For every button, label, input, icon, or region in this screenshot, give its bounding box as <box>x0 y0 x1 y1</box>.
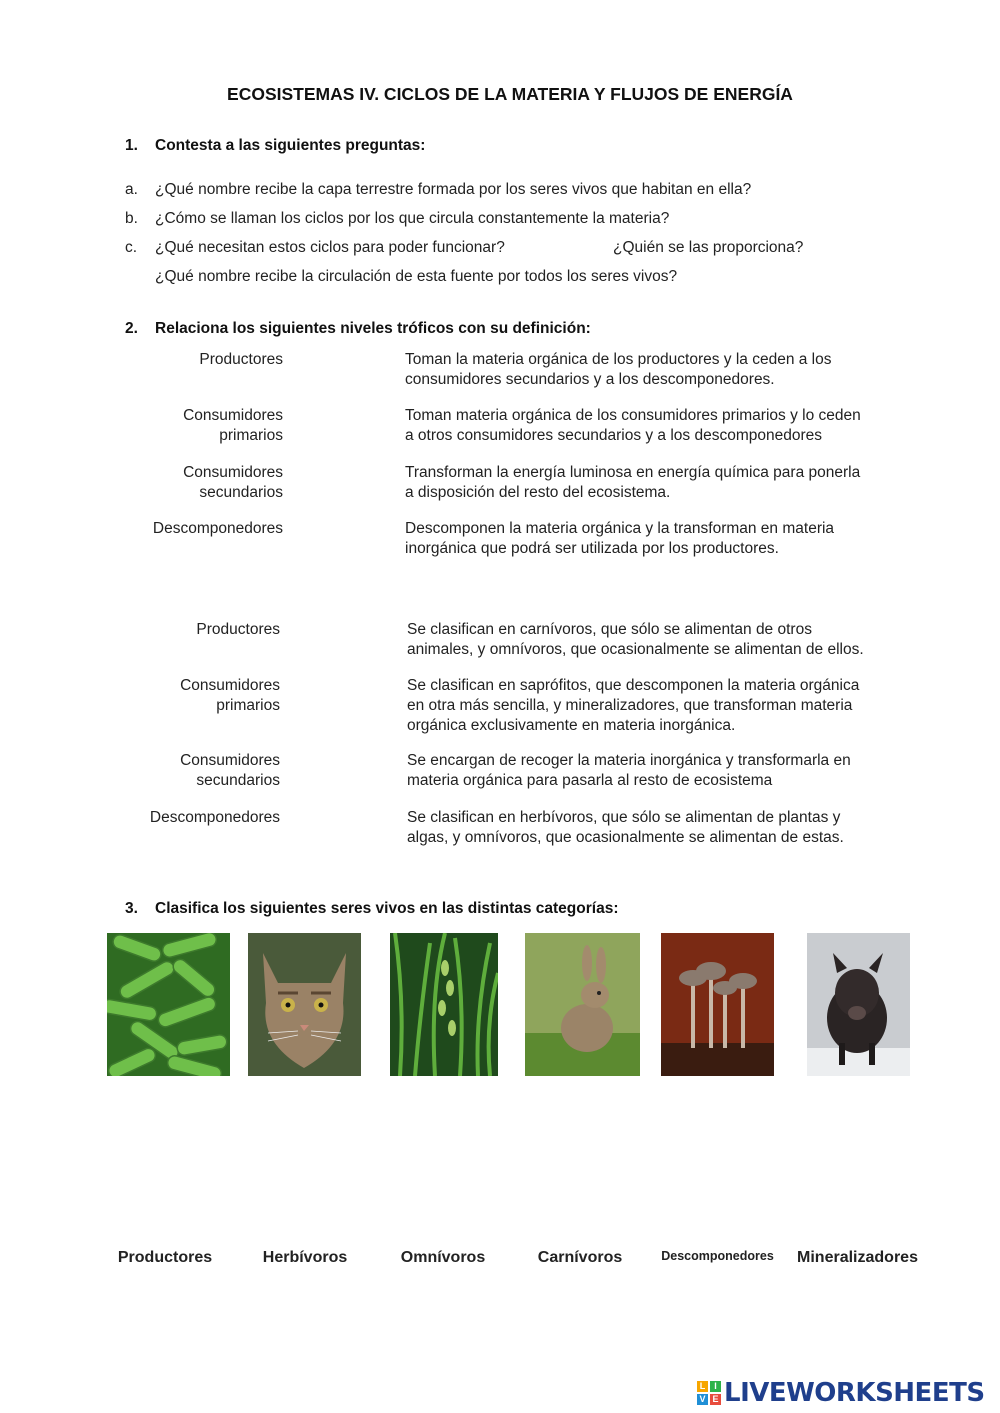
bacteria-image[interactable] <box>107 933 230 1076</box>
term-productores-1[interactable]: Productores <box>199 351 283 368</box>
question-text: ¿Qué necesitan estos ciclos para poder funcionar? <box>155 239 505 256</box>
logo-letter: E <box>710 1394 721 1405</box>
section-3-heading <box>125 900 618 918</box>
question-text: ¿Cómo se llaman los ciclos por los que circula constantemente la materia? <box>155 210 670 227</box>
category-herbivoros[interactable]: Herbívoros <box>262 1249 348 1266</box>
term-descomponedores-2[interactable]: Descomponedores <box>149 809 280 826</box>
section-1-title: Contesta a las siguientes preguntas: <box>155 137 426 154</box>
category-descomponedores[interactable]: Descomponedores <box>661 1249 774 1263</box>
question-b <box>125 210 669 228</box>
section-1-number: 1. <box>125 137 138 154</box>
logo-letter: V <box>697 1394 708 1405</box>
term-descomponedores-1[interactable]: Descomponedores <box>152 520 283 537</box>
question-c-followup: ¿Qué nombre recibe la circulación de esta fuente por todos los seres vivos? <box>155 268 678 285</box>
definition-1-d[interactable]: Descomponen la materia orgánica y la transforman en materia inorgánica que podrá ser utilizada por los productores. <box>405 520 835 557</box>
definition-1-c[interactable]: Transforman la energía luminosa en energía química para ponerla a disposición del resto del ecosistema. <box>405 464 861 501</box>
term-consumidores-primarios-2[interactable]: Consumidores primarios <box>180 677 280 714</box>
question-a <box>125 181 751 199</box>
section-1-heading <box>125 137 425 155</box>
boar-image[interactable] <box>807 933 910 1076</box>
question-letter: a. <box>125 181 138 198</box>
term-productores-2[interactable]: Productores <box>196 621 280 638</box>
definition-2-b[interactable]: Se clasifican en saprófitos, que descomponen la materia orgánica en otra más sencilla, y mineralizadores, que transforman materia orgánica exclusivamente en materia inorgánica. <box>407 677 860 734</box>
section-3-title: Clasifica los siguientes seres vivos en las distintas categorías: <box>155 900 619 917</box>
section-2-heading <box>125 320 591 338</box>
term-consumidores-secundarios-2[interactable]: Consumidores secundarios <box>180 752 280 789</box>
logo-text: LIVEWORKSHEETS <box>724 1378 985 1408</box>
category-mineralizadores[interactable]: Mineralizadores <box>797 1249 918 1266</box>
term-consumidores-secundarios-1[interactable]: Consumidores secundarios <box>183 464 283 501</box>
term-consumidores-primarios-1[interactable]: Consumidores primarios <box>183 407 283 444</box>
wildcat-image[interactable] <box>248 933 361 1076</box>
logo-grid-icon <box>697 1381 721 1405</box>
rabbit-image[interactable] <box>525 933 640 1076</box>
logo-letter: I <box>710 1381 721 1392</box>
question-text: ¿Qué nombre recibe la capa terrestre formada por los seres vivos que habitan en ella? <box>155 181 752 198</box>
definition-2-d[interactable]: Se clasifican en herbívoros, que sólo se alimentan de plantas y algas, y omnívoros, que ocasionalmente se alimentan de estas. <box>407 809 844 846</box>
page-title: ECOSISTEMAS IV. CICLOS DE LA MATERIA Y FLUJOS DE ENERGÍA <box>227 84 793 104</box>
grass-image[interactable] <box>390 933 498 1076</box>
section-3-number: 3. <box>125 900 138 917</box>
definition-2-a[interactable]: Se clasifican en carnívoros, que sólo se alimentan de otros animales, y omnívoros, que ocasionalmente se alimentan de ellos. <box>407 621 864 658</box>
category-productores[interactable]: Productores <box>117 1249 213 1266</box>
logo-letter: L <box>697 1381 708 1392</box>
definition-1-a[interactable]: Toman la materia orgánica de los productores y la ceden a los consumidores secundarios y a los descomponedores. <box>405 351 832 388</box>
question-letter: c. <box>125 239 138 256</box>
definition-2-c[interactable]: Se encargan de recoger la materia inorgánica y transformarla en materia orgánica para pasarla al resto de ecosistema <box>407 752 851 789</box>
mushrooms-image[interactable] <box>661 933 774 1076</box>
liveworksheets-logo[interactable] <box>697 1379 985 1407</box>
section-2-number: 2. <box>125 320 138 337</box>
category-omnivoros[interactable]: Omnívoros <box>400 1249 486 1266</box>
definition-1-b[interactable]: Toman materia orgánica de los consumidores primarios y lo ceden a otros consumidores secundarios y a los descomponedores <box>405 407 861 444</box>
category-carnivoros[interactable]: Carnívoros <box>537 1249 623 1266</box>
question-c-extra: ¿Quién se las proporciona? <box>613 239 804 256</box>
section-2-title: Relaciona los siguientes niveles tróficos con su definición: <box>155 320 591 337</box>
question-letter: b. <box>125 210 138 227</box>
question-c <box>125 239 505 257</box>
